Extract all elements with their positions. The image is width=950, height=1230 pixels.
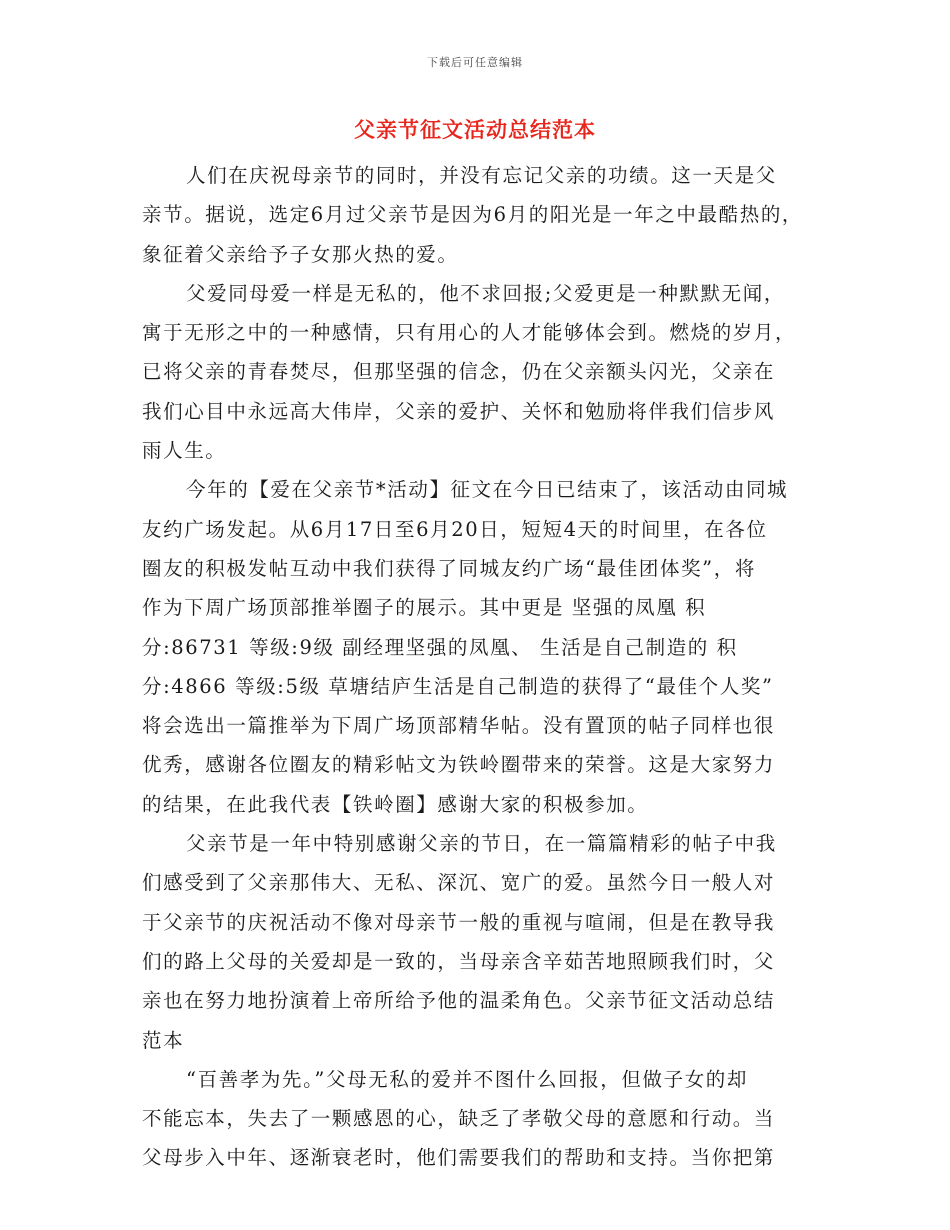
- text-line: 优秀，感谢各位圈友的精彩帖文为铁岭圈带来的荣誉。这是大家努力: [142, 753, 776, 777]
- text-line: 人们在庆祝母亲节的同时，并没有忘记父亲的功绩。这一天是父: [186, 164, 777, 187]
- text-line: 已将父亲的青春焚尽，但那坚强的信念，仍在父亲额头闪光，父亲在: [142, 360, 776, 384]
- text-line: 将会选出一篇推举为下周广场顶部精华帖。没有置顶的帖子同样也很: [142, 714, 776, 738]
- text-line: 亲节。据说，选定6月过父亲节是因为6月的阳光是一年之中最酷热的，: [142, 203, 804, 227]
- text-line: 的结果，在此我代表【铁岭圈】感谢大家的积极参加。: [142, 792, 649, 816]
- text-line: 父亲节是一年中特别感谢父亲的节日，在一篇篇精彩的帖子中我: [186, 832, 777, 856]
- paragraph-2: [142, 274, 810, 470]
- paragraph-1: [142, 156, 810, 274]
- text-line: 分:4866 等级:5级 草塘结庐生活是自己制造的获得了“最佳个人奖”: [142, 674, 774, 698]
- text-line: 范本: [142, 1028, 185, 1052]
- text-line: 今年的【爱在父亲节*活动】征文在今日已结束了，该活动由同城: [186, 478, 789, 502]
- paragraph-3: [142, 470, 810, 824]
- text-line: 于父亲节的庆祝活动不像对母亲节一般的重视与喧闹，但是在教导我: [142, 910, 776, 934]
- text-line: 父母步入中年、逐渐衰老时，他们需要我们的帮助和支持。当你把第: [142, 1146, 776, 1170]
- text-line: 们的路上父母的关爱却是一致的，当母亲含辛茹苦地照顾我们时，父: [142, 949, 776, 973]
- header-note: 下载后可任意编辑: [427, 56, 523, 69]
- text-line: 我们心目中永远高大伟岸，父亲的爱护、关怀和勉励将伴我们信步风: [142, 399, 776, 423]
- text-line: 寓于无形之中的一种感情，只有用心的人才能够体会到。燃烧的岁月，: [142, 321, 797, 345]
- text-line: 作为下周广场顶部推举圈子的展示。其中更是 坚强的凤凰 积: [142, 596, 707, 620]
- text-line: 圈友的积极发帖互动中我们获得了同城友约广场“最佳团体奖”，将: [142, 556, 756, 580]
- text-line: 父爱同母爱一样是无私的，他不求回报;父爱更是一种默默无闻，: [186, 281, 785, 305]
- text-line: 友约广场发起。从6月17日至6月20日，短短4天的时间里，在各位: [142, 517, 768, 541]
- text-line: 分:86731 等级:9级 副经理坚强的凤凰、 生活是自己制造的 积: [142, 635, 738, 659]
- text-line: 象征着父亲给予子女那火热的爱。: [142, 242, 459, 266]
- paragraph-5: [142, 1060, 810, 1178]
- document-title: 父亲节征文活动总结范本: [354, 117, 596, 142]
- text-line: 亲也在努力地扮演着上帝所给予他的温柔角色。父亲节征文活动总结: [142, 989, 776, 1013]
- text-line: “百善孝为先。”父母无私的爱并不图什么回报，但做子女的却: [186, 1067, 748, 1091]
- text-line: 雨人生。: [142, 439, 227, 463]
- text-line: 们感受到了父亲那伟大、无私、深沉、宽广的爱。虽然今日一般人对: [142, 871, 776, 895]
- paragraph-4: [142, 824, 810, 1060]
- text-line: 不能忘本，失去了一颗感恩的心，缺乏了孝敬父母的意愿和行动。当: [142, 1107, 776, 1131]
- document-body: [142, 156, 810, 1178]
